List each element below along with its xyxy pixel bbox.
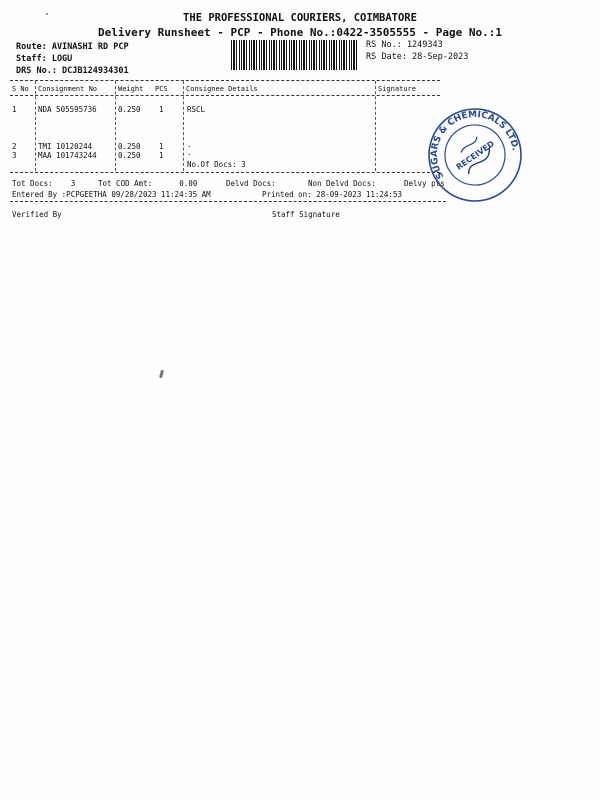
column-divider (115, 81, 116, 171)
route-label: Route: AVINASHI RD PCP (16, 42, 129, 52)
table-row-pcs: 1 (159, 151, 164, 160)
stamp-outer-text: SUGARS & CHEMICALS LTD. (429, 109, 520, 181)
table-row-weight: 0.250 (118, 105, 141, 114)
entered-by: Entered By :PCPGEETHA 09/28/2023 11:24:35 AM (12, 190, 211, 199)
table-row-sno: 2 (12, 142, 17, 151)
column-header-weight: Weight (118, 85, 144, 93)
delivered-docs: Delvd Docs: (226, 179, 276, 188)
table-row-consignment: NDA 505595736 (38, 105, 97, 114)
total-docs: Tot Docs: 3 (12, 179, 76, 188)
total-cod-amount: Tot COD Amt: 0.00 (98, 179, 198, 188)
table-row-consignment: MAA 101743244 (38, 151, 97, 160)
docs-count: No.Of Docs: 3 (187, 160, 246, 169)
column-divider (35, 81, 36, 171)
column-header-pcs: PCS (155, 85, 168, 93)
verified-by-label: Verified By (12, 210, 62, 219)
barcode-image (231, 40, 359, 70)
table-row-pcs: 1 (159, 105, 164, 114)
column-divider (375, 81, 376, 171)
received-stamp-icon (425, 105, 525, 205)
company-title: THE PROFESSIONAL COURIERS, COIMBATORE (183, 12, 417, 24)
rs-number: RS No.: 1249343 (366, 40, 443, 50)
table-row-consignee: . (187, 140, 192, 149)
staff-signature-label: Staff Signature (272, 210, 340, 219)
printed-on: Printed on: 28-09-2023 11:24:53 (262, 190, 402, 199)
column-header-consignment: Consignment No (38, 85, 98, 93)
table-row-weight: 0.250 (118, 151, 141, 160)
rs-date: RS Date: 28-Sep-2023 (366, 52, 469, 62)
column-header-signature: Signature (378, 85, 416, 93)
footer-rule (10, 201, 446, 202)
table-row-pcs: 1 (159, 142, 164, 151)
non-delivered-docs: Non Delvd Docs: (308, 179, 376, 188)
runsheet-title: Delivery Runsheet - PCP - Phone No.:0422-3505555 - Page No.:1 (98, 26, 502, 39)
staff-label: Staff: LOGU (16, 54, 73, 64)
stamp-inner-text: RECEIVED (454, 139, 496, 172)
table-row-consignee: . (187, 148, 192, 157)
drs-number: DRS No.: DCJB124934301 (16, 66, 129, 76)
delivery-points: Delvy pts (404, 179, 445, 188)
table-row-consignee: RSCL (187, 105, 206, 114)
table-bottom-rule (10, 172, 440, 173)
column-header-sno: S No (12, 85, 29, 93)
table-row-sno: 1 (12, 105, 17, 114)
table-row-sno: 3 (12, 151, 17, 160)
column-header-consignee: Consignee Details (186, 85, 258, 93)
table-row-weight: 0.250 (118, 142, 141, 151)
table-row-consignment: TMI 10120244 (38, 142, 93, 151)
scan-speck (159, 370, 164, 379)
column-divider (183, 81, 184, 171)
